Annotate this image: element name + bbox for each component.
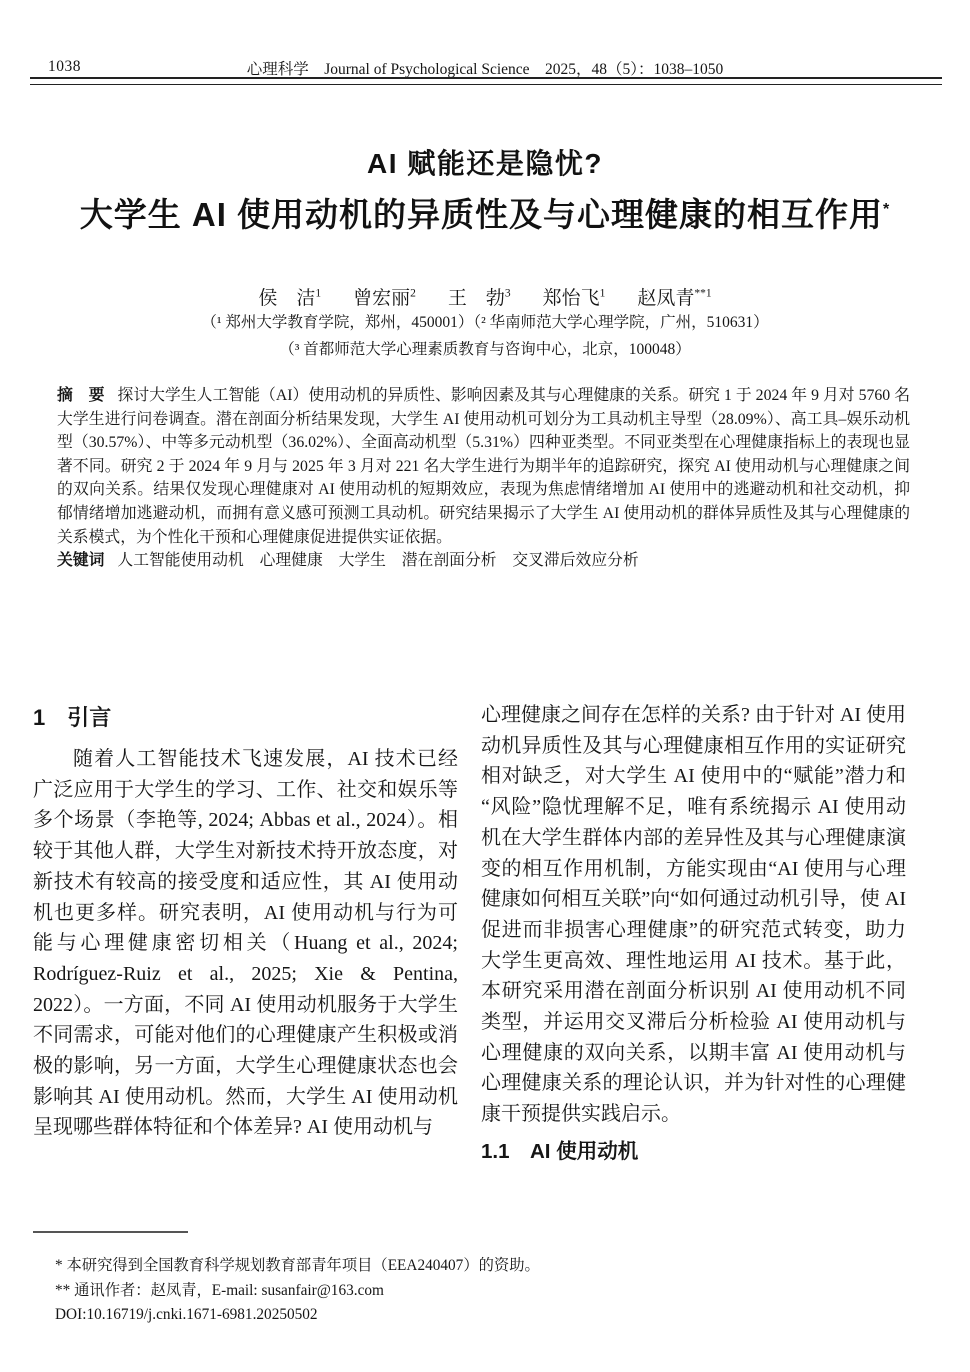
author [258,283,321,310]
abstract-label: 摘 要 [57,387,105,404]
keywords-label: 关键词 [57,552,105,570]
keywords-line [57,549,910,573]
footnote-corresponding-author: ** 通讯作者：赵凤青，E-mail: susanfair@163.com [55,1281,384,1299]
article-title-line1: AI 赋能还是隐忧? [367,148,603,179]
footnote-doi: DOI:10.16719/j.cnki.1671-6981.20250502 [55,1306,318,1324]
subsection-heading-ai-motivation: 1.1 AI 使用动机 [481,1139,639,1163]
author-name: 赵凤青 [637,288,695,309]
title-footnote-marker: * [883,201,891,218]
abstract-text: 探讨大学生人工智能（AI）使用动机的异质性、影响因素及其与心理健康的关系。研究 1 于 2024 年 9 月对 5760 名大学生进行问卷调查。潜在剖面分析结果发现，大学生 AI 使用动机可划分为工具动机主导型（28.09%）、高工具–娱乐动机型（30.57%）、中等多元动机型（36.02%）、全面高动机型（5.31%）四种亚类型。不同亚类型在心理健康指标上的表现也显著不同。研究 2 于 2024 年 9 月与 2025 年 3 月对 221 名大学生进行为期半年的追踪研究，探究 AI 使用动机与心理健康之间的双向关系。结果仅发现心理健康对 AI 使用动机的短期效应，表现为焦虑情绪增加 AI 使用中的逃避动机和社交动机，抑郁情绪增加逃避动机，而拥有意义感可预测工具动机。研究结果揭示了大学生 AI 使用动机的群体异质性及其与心理健康的关系模式，为个性化干预和心理健康促进提供实证依据。 [57,387,910,546]
author [448,283,511,310]
author [353,283,416,310]
article-title-line2-text: 大学生 AI 使用动机的异质性及与心理健康的相互作用 [79,196,884,233]
footnote-funding: * 本研究得到全国教育科学规划教育部青年项目（EEA240407）的资助。 [55,1257,540,1274]
author-name: 曾宏丽 [353,288,411,309]
article-title [0,147,970,236]
author-list [0,283,970,310]
article-title-line2 [0,189,970,236]
author-name: 侯 洁 [258,288,316,309]
journal-header-line: 心理科学 Journal of Psychological Science 2025，48（5）：1038–1050 [246,61,724,78]
author [543,283,606,310]
keywords-text: 人工智能使用动机 心理健康 大学生 潜在剖面分析 交叉滞后效应分析 [117,552,639,570]
affiliation-line-2: （³ 首都师范大学心理素质教育与咨询中心，北京，100048） [279,340,691,358]
author [637,283,711,310]
author-superscript: 1 [599,287,606,300]
author-superscript: 1 [315,287,322,300]
intro-paragraph-left: 随着人工智能技术飞速发展，AI 技术已经广泛应用于大学生的学习、工作、社交和娱乐等多个场景（李艳等, 2024; Abbas et al., 2024）。相较于其他人群，大学生对新技术持开放态度，对新技术有较高的接受度和适应性，其 AI 使用动机也更多样。研究表明，AI 使用动机与行为可能与心理健康密切相关（Huang et al., 2024; Rodríguez-Ruiz et al., 2025; Xie & Pentina, 2022）。一方面，不同 AI 使用动机服务于大学生不同需求，可能对他们的心理健康产生积极或消极的影响，另一方面，大学生心理健康状态也会影响其 AI 使用动机。然而，大学生 AI 使用动机呈现哪些群体特征和个体差异? AI 使用动机与 [33,748,458,1139]
author-superscript: **1 [694,287,712,300]
footnote-rule [33,1231,188,1233]
section-heading-introduction: 1 引言 [33,705,112,730]
author-superscript: 3 [504,287,511,300]
affiliation-line-1: （¹ 郑州大学教育学院，郑州，450001）（² 华南师范大学心理学院，广州，510631） [201,314,769,331]
page-number: 1038 [48,58,81,75]
author-name: 郑怡飞 [542,288,600,309]
body-columns [33,700,907,1169]
header-double-rule [30,77,942,85]
author-name: 王 勃 [447,288,505,309]
right-column [481,700,906,1169]
author-superscript: 2 [410,287,416,300]
abstract-block [57,384,910,573]
abstract-paragraph [57,384,910,549]
left-column [33,700,458,1169]
intro-paragraph-right: 心理健康之间存在怎样的关系? 由于针对 AI 使用动机异质性及其与心理健康相互作用的实证研究相对缺乏，对大学生 AI 使用中的“赋能”潜力和“风险”隐忧理解不足，唯有系统揭示 AI 使用动机在大学生群体内部的差异性及其与心理健康演变的相互作用机制，方能实现由“AI 使用与心理健康如何相互关联”向“如何通过动机引导，使 AI 促进而非损害心理健康”的研究范式转变，助力大学生更高效、理性地运用 AI 技术。基于此，本研究采用潜在剖面分析识别 AI 使用动机不同类型，并运用交叉滞后分析检验 AI 使用动机与心理健康的双向关系，以期丰富 AI 使用动机与心理健康关系的理论认识，并为针对性的心理健康干预提供实践启示。 [481,704,906,1126]
footnotes [33,1231,673,1328]
affiliations [0,310,970,363]
